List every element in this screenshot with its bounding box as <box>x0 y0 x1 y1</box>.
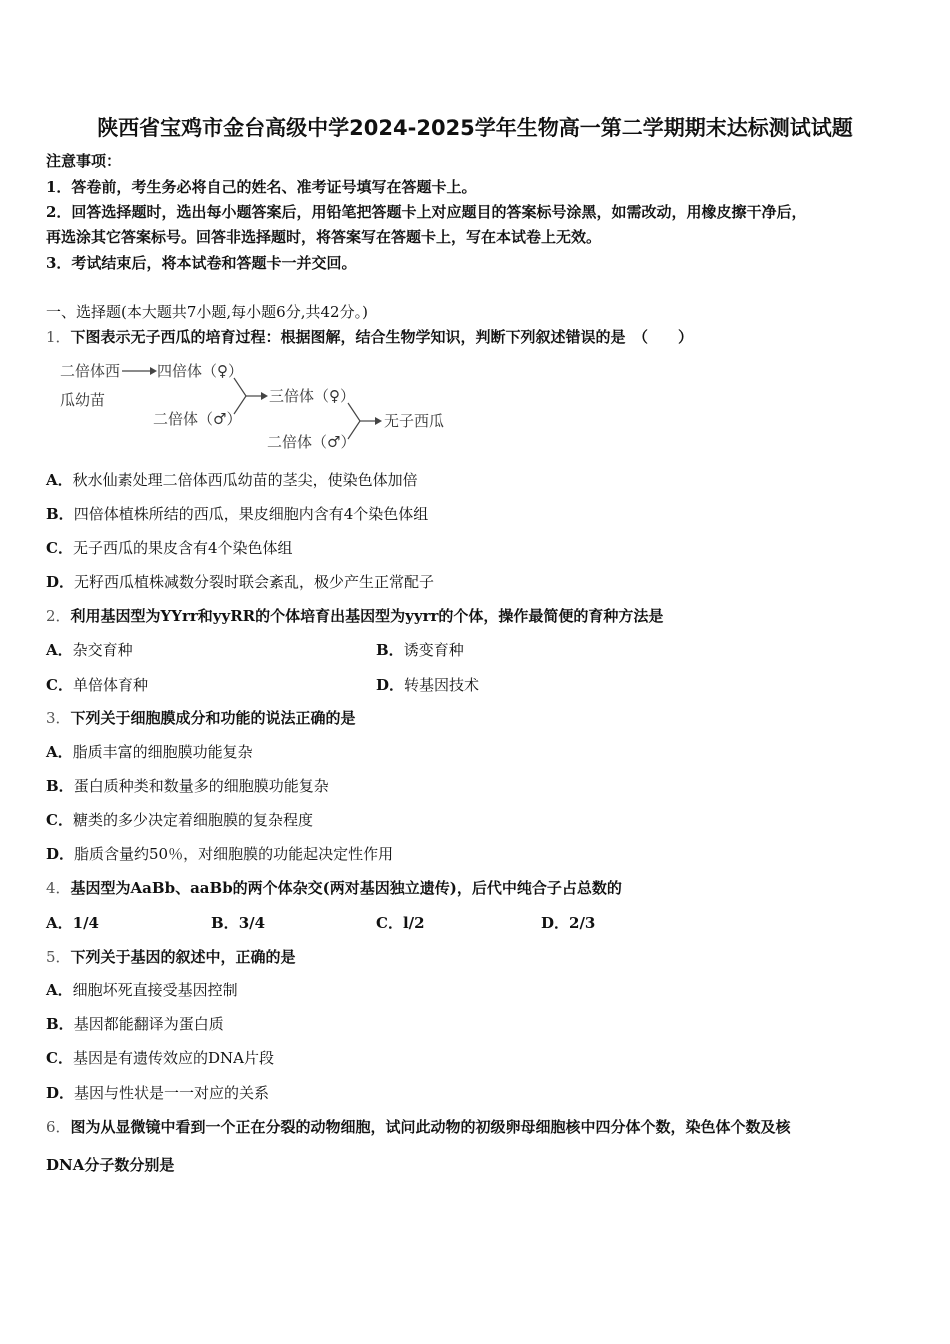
option-label: C． <box>46 1049 73 1067</box>
diagram-node-seedless-watermelon: 无子西瓜 <box>384 412 445 430</box>
section-heading: 一、选择题(本大题共7小题,每小题6分,共42分。) <box>46 303 368 321</box>
q5-option-c[interactable] <box>46 1048 274 1068</box>
diagram-node-triploid: 三倍体（♀） <box>269 387 355 405</box>
option-text: 诱变育种 <box>403 641 464 659</box>
question-stem: 下图表示无子西瓜的培育过程：根据图解，结合生物学知识，判断下列叙述错误的是 （ ） <box>70 328 694 346</box>
q4-option-b[interactable] <box>211 913 265 933</box>
option-text: 四倍体植株所结的西瓜，果皮细胞内含有4个染色体组 <box>73 505 429 523</box>
question-number: 5． <box>46 948 71 966</box>
notice-item: 3．考试结束后，将本试卷和答题卡一并交回。 <box>46 254 357 272</box>
option-text: 单倍体育种 <box>72 676 148 694</box>
option-label: B． <box>376 641 404 659</box>
q3-option-d[interactable] <box>46 844 393 864</box>
option-label: D． <box>376 676 405 694</box>
option-label: A． <box>46 641 73 659</box>
question-number: 3． <box>46 709 71 727</box>
diagram-node-diploid-seedling-2: 瓜幼苗 <box>60 391 106 409</box>
q5-option-b[interactable] <box>46 1014 224 1034</box>
option-text: 脂质含量约50％，对细胞膜的功能起决定性作用 <box>74 845 394 863</box>
option-label: B． <box>46 777 74 795</box>
q3-option-b[interactable] <box>46 776 329 796</box>
option-label: D． <box>46 1084 75 1102</box>
q2-option-d[interactable] <box>376 675 479 695</box>
option-text: 无籽西瓜植株减数分裂时联会紊乱，极少产生正常配子 <box>74 573 435 591</box>
option-text: 杂交育种 <box>72 641 133 659</box>
notice-item: 1．答卷前，考生务必将自己的姓名、准考证号填写在答题卡上。 <box>46 178 477 196</box>
diagram-arrowhead <box>375 417 382 425</box>
q2-option-a[interactable] <box>46 640 133 660</box>
diagram-node-diploid-seedling: 二倍体西 <box>60 362 121 380</box>
option-label: B． <box>46 1015 74 1033</box>
option-label: C． <box>46 539 73 557</box>
notice-heading: 注意事项： <box>46 152 122 170</box>
q4-option-d[interactable] <box>541 913 595 933</box>
option-text: 2/3 <box>569 914 596 932</box>
notice-item: 2．回答选择题时，选出每小题答案后，用铅笔把答题卡上对应题目的答案标号涂黑，如需改动，用橡皮擦干净后， <box>46 203 807 221</box>
question-4 <box>46 878 622 898</box>
option-label: D． <box>46 573 75 591</box>
option-text: 1/4 <box>72 914 99 932</box>
question-number: 2． <box>46 607 71 625</box>
option-label: B． <box>211 914 239 932</box>
q5-option-d[interactable] <box>46 1083 269 1103</box>
q3-option-a[interactable] <box>46 742 253 762</box>
option-text: 糖类的多少决定着细胞膜的复杂程度 <box>72 811 313 829</box>
diagram-node-diploid-male-2: 二倍体（♂） <box>267 433 356 451</box>
option-text: 基因都能翻译为蛋白质 <box>73 1015 224 1033</box>
q1-option-c[interactable] <box>46 538 293 558</box>
option-text: 秋水仙素处理二倍体西瓜幼苗的茎尖，使染色体加倍 <box>72 471 418 489</box>
question-number: 4． <box>46 879 71 897</box>
option-text: 细胞坏死直接受基因控制 <box>72 981 238 999</box>
q2-option-c[interactable] <box>46 675 148 695</box>
question-stem: 基因型为AaBb、aaBb的两个体杂交(两对基因独立遗传)，后代中纯合子占总数的 <box>70 879 622 897</box>
option-label: A． <box>46 743 73 761</box>
option-text: 基因是有遗传效应的DNA片段 <box>72 1049 274 1067</box>
question-1 <box>46 327 693 347</box>
option-label: A． <box>46 471 73 489</box>
q4-option-c[interactable] <box>376 913 425 933</box>
q3-option-c[interactable] <box>46 810 313 830</box>
question-stem: 下列关于基因的叙述中，正确的是 <box>70 948 296 966</box>
diagram-arrowhead <box>261 392 268 400</box>
q1-option-b[interactable] <box>46 504 428 524</box>
option-text: 基因与性状是一一对应的关系 <box>74 1084 270 1102</box>
option-text: 转基因技术 <box>404 676 480 694</box>
option-text: 3/4 <box>238 914 266 932</box>
seedless-watermelon-diagram <box>56 353 476 458</box>
option-label: B． <box>46 505 74 523</box>
diagram-node-tetraploid: 四倍体（♀） <box>157 362 243 380</box>
q2-option-b[interactable] <box>376 640 464 660</box>
question-2 <box>46 606 663 626</box>
option-label: C． <box>376 914 403 932</box>
option-label: D． <box>541 914 570 932</box>
q4-option-a[interactable] <box>46 913 99 933</box>
option-label: D． <box>46 845 75 863</box>
page-title: 陕西省宝鸡市金台高级中学2024-2025学年生物高一第二学期期末达标测试试题 <box>97 116 853 140</box>
option-text: 无子西瓜的果皮含有4个染色体组 <box>72 539 293 557</box>
option-label: C． <box>46 811 73 829</box>
notice-item: 再选涂其它答案标号。回答非选择题时，将答案写在答题卡上，写在本试卷上无效。 <box>46 228 602 246</box>
option-text: l/2 <box>402 914 425 932</box>
option-label: A． <box>46 981 73 999</box>
diagram-node-diploid-male: 二倍体（♂） <box>153 410 242 428</box>
q1-option-d[interactable] <box>46 572 434 592</box>
option-label: C． <box>46 676 73 694</box>
q1-option-a[interactable] <box>46 470 418 490</box>
question-stem: 图为从显微镜中看到一个正在分裂的动物细胞，试问此动物的初级卵母细胞核中四分体个数，染色体个数及核 <box>70 1118 791 1136</box>
diagram-cross-bracket <box>234 378 246 414</box>
question-stem: 下列关于细胞膜成分和功能的说法正确的是 <box>70 709 356 727</box>
option-label: A． <box>46 914 73 932</box>
diagram-arrowhead <box>150 367 157 375</box>
question-6 <box>46 1117 791 1137</box>
question-number: 1． <box>46 328 71 346</box>
question-3 <box>46 708 356 728</box>
q5-option-a[interactable] <box>46 980 238 1000</box>
question-6-continued: DNA分子数分别是 <box>46 1156 175 1174</box>
question-number: 6． <box>46 1118 71 1136</box>
option-text: 蛋白质种类和数量多的细胞膜功能复杂 <box>73 777 329 795</box>
question-5 <box>46 947 296 967</box>
option-text: 脂质丰富的细胞膜功能复杂 <box>72 743 253 761</box>
question-stem: 利用基因型为YYrr和yyRR的个体培育出基因型为yyrr的个体，操作最简便的育种方法是 <box>70 607 664 625</box>
